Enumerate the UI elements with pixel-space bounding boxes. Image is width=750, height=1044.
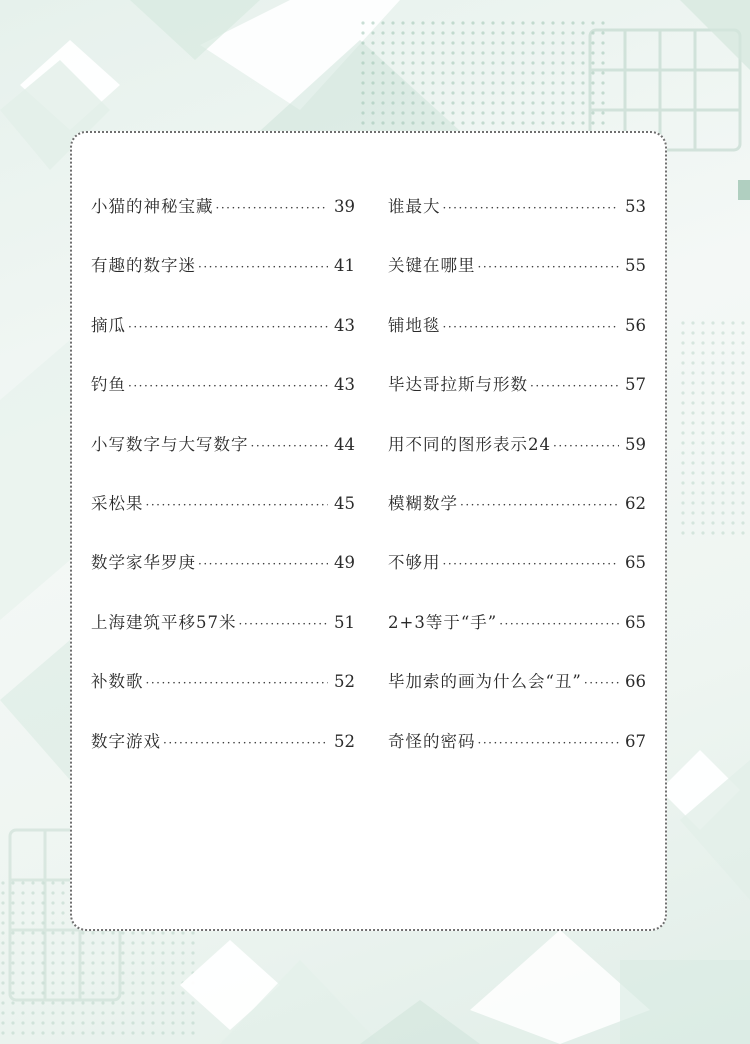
- toc-entry[interactable]: [388, 609, 646, 668]
- toc-entry-title: 谁最大: [388, 197, 441, 216]
- toc-leader-dots: [216, 201, 329, 215]
- toc-entry-page: 59: [625, 434, 646, 454]
- toc-entry[interactable]: [388, 490, 646, 549]
- toc-left-column: [91, 193, 355, 787]
- toc-entry-page: 56: [625, 315, 646, 335]
- toc-entry-page: 62: [625, 493, 646, 513]
- toc-leader-dots: [128, 379, 328, 393]
- toc-entry-page: 55: [625, 256, 646, 276]
- toc-entry-page: 49: [334, 553, 355, 573]
- toc-entry-page: 41: [334, 256, 355, 276]
- toc-right-column: [388, 193, 646, 787]
- toc-entry[interactable]: [91, 193, 355, 252]
- toc-leader-dots: [163, 736, 328, 750]
- toc-entry[interactable]: [91, 609, 355, 668]
- toc-leader-dots: [443, 201, 620, 215]
- toc-leader-dots: [530, 379, 619, 393]
- toc-entry-page: 65: [625, 612, 646, 632]
- toc-entry-title: 2+3等于“手”: [388, 612, 498, 632]
- toc-entry-title: 上海建筑平移57米: [91, 612, 237, 632]
- toc-leader-dots: [478, 260, 620, 274]
- toc-entry-title: 用不同的图形表示24: [388, 434, 551, 454]
- toc-entry-page: 44: [334, 434, 355, 454]
- toc-entry-page: 52: [334, 731, 355, 751]
- toc-entry-title: 奇怪的密码: [388, 731, 476, 751]
- toc-entry[interactable]: [91, 490, 355, 549]
- toc-entry-page: 43: [334, 375, 355, 395]
- toc-entry-title: 关键在哪里: [388, 256, 476, 276]
- toc-entry-page: 51: [334, 612, 355, 632]
- toc-leader-dots: [478, 736, 620, 750]
- toc-entry-page: 57: [625, 375, 646, 395]
- toc-entry-page: 52: [334, 672, 355, 692]
- toc-leader-dots: [239, 617, 329, 631]
- toc-leader-dots: [499, 617, 619, 631]
- toc-leader-dots: [553, 439, 619, 453]
- toc-entry-title: 数学家华罗庚: [91, 553, 196, 573]
- toc-entry-page: 67: [625, 731, 646, 751]
- toc-entry[interactable]: [388, 668, 646, 727]
- toc-entry[interactable]: [91, 252, 355, 311]
- toc-entry-page: 39: [334, 197, 355, 216]
- toc-entry-page: 53: [625, 197, 646, 216]
- toc-entry[interactable]: [388, 371, 646, 430]
- toc-entry-page: 65: [625, 553, 646, 573]
- toc-entry[interactable]: [388, 431, 646, 490]
- toc-entry-title: 模糊数学: [388, 493, 458, 513]
- toc-entry[interactable]: [91, 728, 355, 787]
- toc-entry[interactable]: [388, 549, 646, 608]
- toc-leader-dots: [128, 320, 328, 334]
- toc-leader-dots: [146, 676, 329, 690]
- toc-entry-title: 小写数字与大写数字: [91, 434, 249, 454]
- toc-entry-title: 毕达哥拉斯与形数: [388, 375, 528, 395]
- toc-entry-title: 小猫的神秘宝藏: [91, 197, 214, 216]
- toc-entry-title: 钓鱼: [91, 375, 126, 395]
- toc-entry-title: 摘瓜: [91, 315, 126, 335]
- toc-entry[interactable]: [91, 431, 355, 490]
- toc-leader-dots: [146, 498, 329, 512]
- toc-leader-dots: [460, 498, 619, 512]
- toc-leader-dots: [198, 260, 328, 274]
- toc-entry-page: 66: [625, 672, 646, 692]
- toc-entry[interactable]: [388, 728, 646, 787]
- toc-entry-title: 采松果: [91, 493, 144, 513]
- toc-leader-dots: [198, 557, 328, 571]
- toc-entry[interactable]: [388, 252, 646, 311]
- toc-entry-title: 铺地毯: [388, 315, 441, 335]
- toc-leader-dots: [443, 557, 620, 571]
- toc-leader-dots: [443, 320, 620, 334]
- toc-entry[interactable]: [388, 312, 646, 371]
- toc-entry-title: 补数歌: [91, 672, 144, 692]
- toc-leader-dots: [584, 676, 619, 690]
- toc-entry[interactable]: [91, 668, 355, 727]
- toc-entry-title: 数字游戏: [91, 731, 161, 751]
- toc-leader-dots: [251, 439, 329, 453]
- toc-entry[interactable]: [388, 193, 646, 252]
- toc-entry[interactable]: [91, 549, 355, 608]
- toc-entry-title: 不够用: [388, 553, 441, 573]
- toc-entry[interactable]: [91, 371, 355, 430]
- toc-entry-page: 45: [334, 493, 355, 513]
- toc-entry[interactable]: [91, 312, 355, 371]
- toc-entry-title: 有趣的数字迷: [91, 256, 196, 276]
- table-of-contents-card: [70, 131, 667, 931]
- toc-entry-page: 43: [334, 315, 355, 335]
- toc-entry-title: 毕加索的画为什么会“丑”: [388, 672, 582, 692]
